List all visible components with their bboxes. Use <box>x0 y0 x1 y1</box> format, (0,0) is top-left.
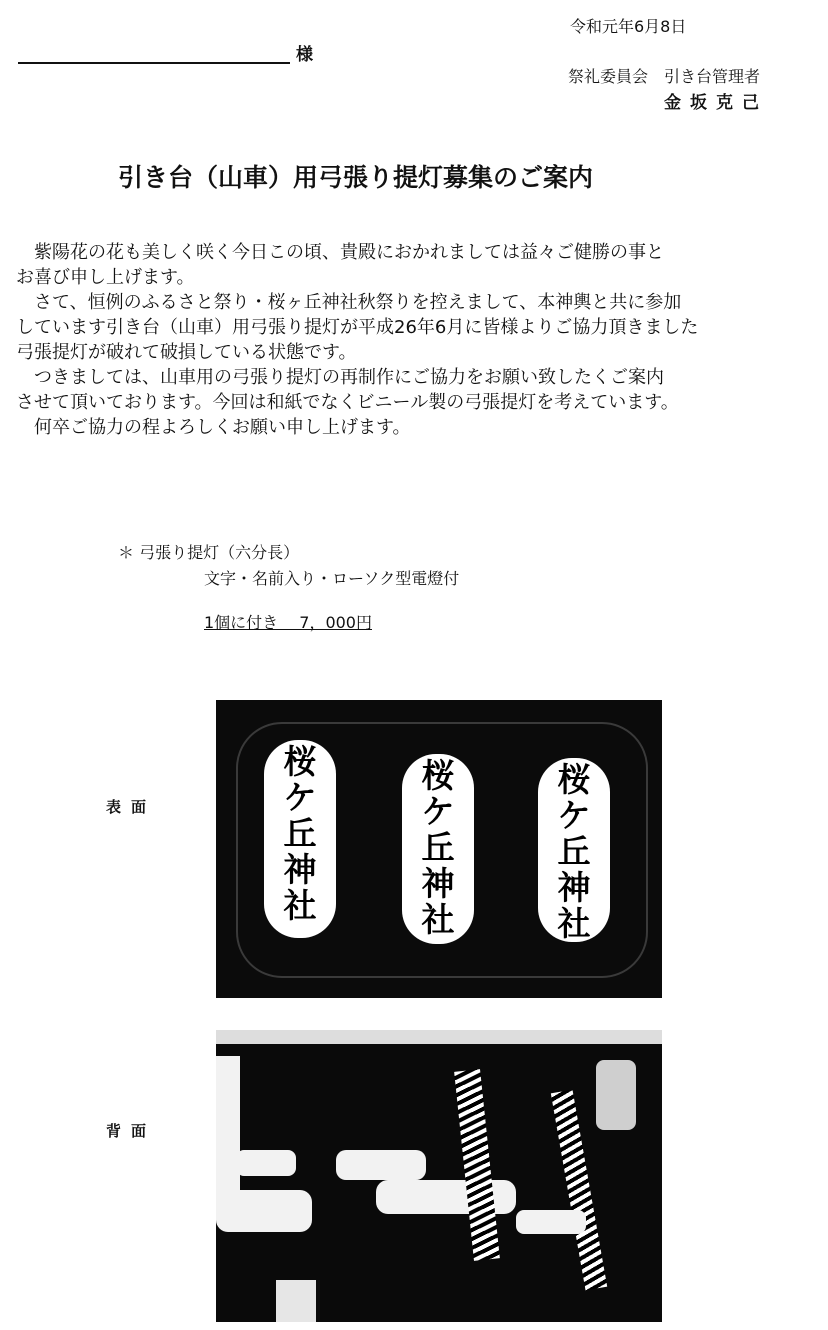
back-side-label: 背面 <box>106 1122 157 1140</box>
photo-highlight <box>216 1056 240 1206</box>
photo-highlight <box>516 1210 586 1234</box>
body-line: しています引き台（山車）用弓張り提灯が平成26年6月に皆様よりご協力頂きました <box>16 317 699 338</box>
sender-organization: 祭礼委員会 引き台管理者 <box>568 67 761 86</box>
lantern-character: 社 <box>557 904 591 943</box>
recipient-honorific: 様 <box>296 45 313 65</box>
lantern-character: 丘 <box>421 828 455 867</box>
lantern-character: 桜 <box>283 742 317 781</box>
photo-highlight <box>216 1190 312 1232</box>
front-side-label: 表面 <box>106 798 157 816</box>
lantern-character: 神 <box>421 864 455 903</box>
lantern-character: 丘 <box>283 814 317 853</box>
lantern-character: 神 <box>557 868 591 907</box>
body-line: つきましては、山車用の弓張り提灯の再制作にご協力をお願い致したくご案内 <box>16 367 664 388</box>
lantern-label <box>538 758 610 942</box>
lantern-character: ケ <box>421 792 455 831</box>
item-detail: 文字・名前入り・ローソク型電燈付 <box>204 569 460 588</box>
lantern-character: 社 <box>421 900 455 939</box>
item-name: ＊ 弓張り提灯（六分長） <box>118 543 300 562</box>
letter-body <box>16 240 816 440</box>
photo-highlight <box>336 1150 426 1180</box>
lantern-character: 丘 <box>557 832 591 871</box>
document-title: 引き台（山車）用弓張り提灯募集のご案内 <box>118 163 594 192</box>
photo-highlight <box>276 1280 316 1322</box>
photo-highlight <box>376 1180 516 1214</box>
photo-highlight <box>236 1150 296 1176</box>
lantern-character: ケ <box>283 778 317 817</box>
body-line: 弓張提灯が破れて破損している状態です。 <box>16 342 357 363</box>
lantern-character: ケ <box>557 796 591 835</box>
photo-highlight <box>216 1030 662 1044</box>
lantern-back-photo <box>216 1030 662 1322</box>
lantern-character: 桜 <box>421 756 455 795</box>
body-line: 何卒ご協力の程よろしくお願い申し上げます。 <box>16 417 411 438</box>
lantern-label <box>264 740 336 938</box>
body-line: させて頂いております。今回は和紙でなくビニール製の弓張提灯を考えています。 <box>16 392 679 413</box>
lantern-ribs <box>454 1069 500 1261</box>
body-line: お喜び申し上げます。 <box>16 267 195 288</box>
sender-name: 金坂克己 <box>664 93 768 113</box>
body-line: さて、恒例のふるさと祭り・桜ヶ丘神社秋祭りを控えまして、本神輿と共に参加 <box>16 292 682 313</box>
document-date: 令和元年6月8日 <box>570 17 687 36</box>
lantern-character: 社 <box>283 886 317 925</box>
lantern-character: 神 <box>283 850 317 889</box>
lantern-front-photo <box>216 700 662 998</box>
lantern-character: 桜 <box>557 760 591 799</box>
photo-highlight <box>596 1060 636 1130</box>
body-line: 紫陽花の花も美しく咲く今日この頃、貴殿におかれましては益々ご健勝の事と <box>16 242 664 263</box>
item-price: 1個に付き 7，000円 <box>204 613 372 632</box>
lantern-label <box>402 754 474 944</box>
recipient-name-line <box>18 62 290 64</box>
